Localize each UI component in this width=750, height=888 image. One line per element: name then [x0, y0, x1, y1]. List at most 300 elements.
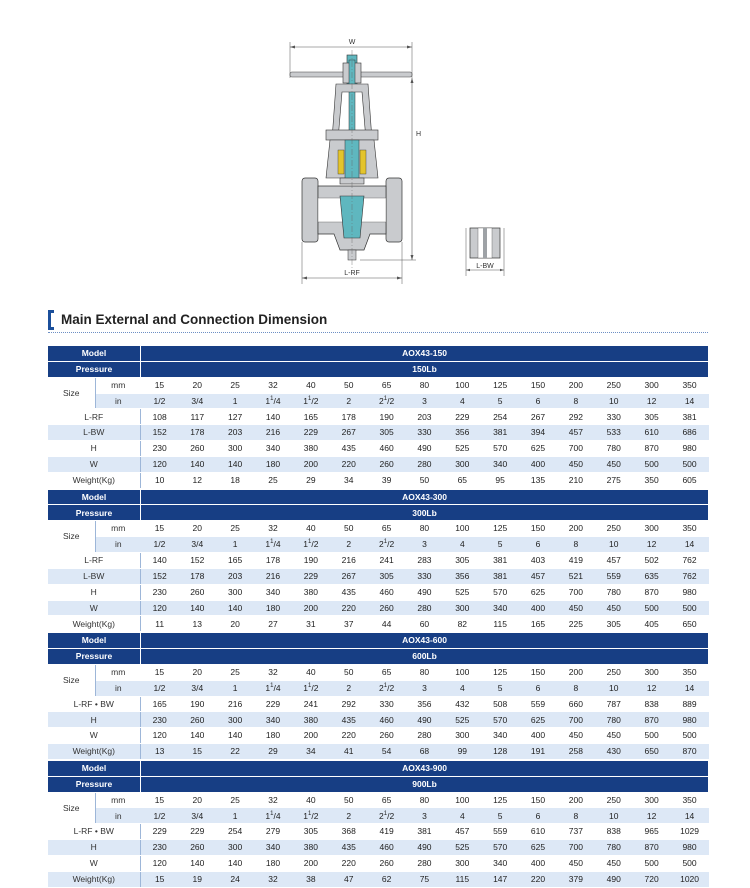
- size-mm-cell: 150: [519, 664, 557, 680]
- value-cell: 75: [406, 871, 444, 887]
- value-cell: 380: [292, 840, 330, 856]
- value-cell: 300: [216, 712, 254, 728]
- value-cell: 450: [595, 600, 633, 616]
- size-mm-cell: 15: [141, 792, 179, 808]
- model-label: Model: [48, 346, 141, 362]
- value-cell: 95: [481, 472, 519, 488]
- row-label: L-BW: [48, 568, 141, 584]
- value-cell: 230: [141, 840, 179, 856]
- value-cell: 12: [178, 472, 216, 488]
- size-in-cell: 14: [671, 808, 709, 824]
- value-cell: 117: [178, 409, 216, 425]
- size-in-cell: 1: [216, 680, 254, 696]
- value-cell: 450: [557, 728, 595, 744]
- row-label: W: [48, 456, 141, 472]
- value-cell: 435: [330, 441, 368, 457]
- size-in-cell: $1^1/4$: [254, 808, 292, 824]
- size-mm-cell: 200: [557, 792, 595, 808]
- value-cell: 260: [368, 456, 406, 472]
- pressure-value: 600Lb: [141, 649, 709, 665]
- value-cell: 191: [519, 744, 557, 760]
- size-mm-cell: 40: [292, 377, 330, 393]
- value-cell: 147: [481, 871, 519, 887]
- value-cell: 1029: [671, 824, 709, 840]
- pressure-value: 150Lb: [141, 361, 709, 377]
- size-mm-cell: 20: [178, 377, 216, 393]
- size-mm-cell: 125: [481, 377, 519, 393]
- value-cell: 435: [330, 712, 368, 728]
- value-cell: 980: [671, 441, 709, 457]
- value-cell: 460: [368, 441, 406, 457]
- value-cell: 300: [216, 840, 254, 856]
- value-cell: 220: [330, 600, 368, 616]
- size-in-row: [48, 808, 709, 824]
- size-in-cell: 5: [481, 393, 519, 409]
- size-mm-cell: 15: [141, 521, 179, 537]
- dimension-row: [48, 840, 709, 856]
- value-cell: 225: [557, 616, 595, 632]
- value-cell: 700: [557, 712, 595, 728]
- value-cell: 650: [633, 744, 671, 760]
- row-label: W: [48, 856, 141, 872]
- value-cell: 381: [671, 409, 709, 425]
- value-cell: 490: [406, 584, 444, 600]
- value-cell: 625: [519, 712, 557, 728]
- value-cell: 525: [443, 584, 481, 600]
- value-cell: 340: [254, 712, 292, 728]
- size-mm-cell: 250: [595, 377, 633, 393]
- value-cell: 216: [330, 552, 368, 568]
- value-cell: 220: [330, 456, 368, 472]
- value-cell: 20: [216, 616, 254, 632]
- value-cell: 660: [557, 696, 595, 712]
- value-cell: 216: [254, 425, 292, 441]
- value-cell: 120: [141, 728, 179, 744]
- size-in-cell: 8: [557, 537, 595, 553]
- value-cell: 140: [216, 456, 254, 472]
- value-cell: 180: [254, 600, 292, 616]
- size-mm-cell: 65: [368, 377, 406, 393]
- value-cell: 203: [406, 409, 444, 425]
- size-mm-cell: 350: [671, 521, 709, 537]
- pressure-row: [48, 361, 709, 377]
- size-in-cell: $1^1/2$: [292, 680, 330, 696]
- size-mm-cell: 32: [254, 377, 292, 393]
- value-cell: 625: [519, 441, 557, 457]
- value-cell: 178: [178, 425, 216, 441]
- model-label: Model: [48, 633, 141, 649]
- value-cell: 120: [141, 456, 179, 472]
- size-mm-cell: 150: [519, 521, 557, 537]
- value-cell: 381: [481, 552, 519, 568]
- value-cell: 490: [595, 871, 633, 887]
- unit-mm: mm: [96, 792, 141, 808]
- unit-mm: mm: [96, 521, 141, 537]
- dimension-table: [47, 489, 709, 633]
- value-cell: 490: [406, 712, 444, 728]
- section-title: Main External and Connection Dimension: [61, 312, 328, 327]
- size-in-cell: 1: [216, 808, 254, 824]
- value-cell: 305: [368, 425, 406, 441]
- row-label: W: [48, 600, 141, 616]
- size-mm-cell: 125: [481, 521, 519, 537]
- size-in-cell: 14: [671, 537, 709, 553]
- size-in-cell: 12: [633, 393, 671, 409]
- value-cell: 34: [330, 472, 368, 488]
- size-in-cell: $2^1/2$: [368, 808, 406, 824]
- size-in-cell: 10: [595, 680, 633, 696]
- value-cell: 780: [595, 584, 633, 600]
- size-mm-cell: 40: [292, 792, 330, 808]
- size-in-cell: $1^1/4$: [254, 537, 292, 553]
- value-cell: 460: [368, 712, 406, 728]
- size-mm-cell: 125: [481, 664, 519, 680]
- size-mm-cell: 80: [406, 792, 444, 808]
- model-label: Model: [48, 760, 141, 776]
- dimension-row: [48, 871, 709, 887]
- dimension-row: [48, 856, 709, 872]
- pressure-label: Pressure: [48, 776, 141, 792]
- value-cell: 787: [595, 696, 633, 712]
- value-cell: 700: [557, 584, 595, 600]
- value-cell: 379: [557, 871, 595, 887]
- value-cell: 254: [216, 824, 254, 840]
- value-cell: 380: [292, 584, 330, 600]
- value-cell: 260: [178, 584, 216, 600]
- size-mm-cell: 25: [216, 377, 254, 393]
- value-cell: 180: [254, 856, 292, 872]
- size-in-cell: $1^1/4$: [254, 393, 292, 409]
- size-in-cell: 5: [481, 537, 519, 553]
- value-cell: 521: [557, 568, 595, 584]
- dimension-row: [48, 456, 709, 472]
- value-cell: 870: [633, 840, 671, 856]
- value-cell: 330: [595, 409, 633, 425]
- value-cell: 381: [406, 824, 444, 840]
- size-in-cell: $2^1/2$: [368, 537, 406, 553]
- row-label: L-RF • BW: [48, 696, 141, 712]
- value-cell: 280: [406, 600, 444, 616]
- size-in-cell: 5: [481, 680, 519, 696]
- value-cell: 870: [671, 744, 709, 760]
- value-cell: 203: [216, 568, 254, 584]
- unit-in: in: [96, 537, 141, 553]
- value-cell: 280: [406, 728, 444, 744]
- value-cell: 305: [595, 616, 633, 632]
- pressure-label: Pressure: [48, 361, 141, 377]
- value-cell: 229: [178, 824, 216, 840]
- value-cell: 450: [595, 728, 633, 744]
- value-cell: 216: [254, 568, 292, 584]
- value-cell: 460: [368, 840, 406, 856]
- value-cell: 140: [178, 600, 216, 616]
- value-cell: 275: [595, 472, 633, 488]
- size-in-cell: 2: [330, 680, 368, 696]
- value-cell: 460: [368, 584, 406, 600]
- value-cell: 260: [368, 728, 406, 744]
- value-cell: 838: [633, 696, 671, 712]
- row-label: Weight(Kg): [48, 744, 141, 760]
- value-cell: 190: [292, 552, 330, 568]
- value-cell: 340: [481, 600, 519, 616]
- size-label: Size: [48, 521, 96, 553]
- value-cell: 500: [633, 856, 671, 872]
- value-cell: 435: [330, 584, 368, 600]
- size-mm-cell: 350: [671, 792, 709, 808]
- value-cell: 686: [671, 425, 709, 441]
- value-cell: 60: [406, 616, 444, 632]
- size-mm-cell: 300: [633, 377, 671, 393]
- value-cell: 152: [178, 552, 216, 568]
- value-cell: 29: [292, 472, 330, 488]
- size-in-cell: $2^1/2$: [368, 393, 406, 409]
- size-mm-cell: 250: [595, 664, 633, 680]
- value-cell: 533: [595, 425, 633, 441]
- value-cell: 340: [481, 456, 519, 472]
- size-in-row: [48, 537, 709, 553]
- value-cell: 356: [443, 568, 481, 584]
- value-cell: 559: [519, 696, 557, 712]
- value-cell: 50: [406, 472, 444, 488]
- value-cell: 165: [292, 409, 330, 425]
- value-cell: 180: [254, 456, 292, 472]
- size-in-cell: 1: [216, 537, 254, 553]
- value-cell: 99: [443, 744, 481, 760]
- value-cell: 525: [443, 712, 481, 728]
- pressure-row: [48, 505, 709, 521]
- dimension-row: [48, 712, 709, 728]
- value-cell: 62: [368, 871, 406, 887]
- value-cell: 68: [406, 744, 444, 760]
- value-cell: 980: [671, 712, 709, 728]
- value-cell: 220: [330, 856, 368, 872]
- size-mm-cell: 125: [481, 792, 519, 808]
- value-cell: 381: [481, 568, 519, 584]
- dimension-table: [47, 632, 709, 760]
- dimension-row: [48, 728, 709, 744]
- value-cell: 37: [330, 616, 368, 632]
- size-mm-cell: 200: [557, 377, 595, 393]
- unit-in: in: [96, 808, 141, 824]
- size-mm-cell: 80: [406, 377, 444, 393]
- value-cell: 500: [671, 728, 709, 744]
- size-in-cell: 12: [633, 808, 671, 824]
- size-in-cell: 3: [406, 808, 444, 824]
- value-cell: 200: [292, 728, 330, 744]
- value-cell: 190: [368, 409, 406, 425]
- size-mm-cell: 50: [330, 521, 368, 537]
- value-cell: 210: [557, 472, 595, 488]
- valve-drawing: [0, 0, 750, 300]
- value-cell: 25: [254, 472, 292, 488]
- value-cell: 305: [633, 409, 671, 425]
- pressure-row: [48, 649, 709, 665]
- size-mm-cell: 32: [254, 792, 292, 808]
- value-cell: 340: [254, 840, 292, 856]
- size-label: Size: [48, 377, 96, 409]
- value-cell: 230: [141, 584, 179, 600]
- size-label: Size: [48, 664, 96, 696]
- value-cell: 525: [443, 441, 481, 457]
- value-cell: 165: [141, 696, 179, 712]
- size-mm-cell: 20: [178, 664, 216, 680]
- dim-lrf-label: L-RF: [344, 270, 360, 277]
- pressure-row: [48, 776, 709, 792]
- size-mm-cell: 250: [595, 792, 633, 808]
- value-cell: 31: [292, 616, 330, 632]
- value-cell: 610: [633, 425, 671, 441]
- row-label: L-BW: [48, 425, 141, 441]
- value-cell: 140: [178, 728, 216, 744]
- dim-lbw-label: L-BW: [476, 263, 494, 270]
- value-cell: 350: [633, 472, 671, 488]
- size-mm-cell: 25: [216, 792, 254, 808]
- value-cell: 570: [481, 441, 519, 457]
- size-in-row: [48, 680, 709, 696]
- size-mm-cell: 100: [443, 377, 481, 393]
- value-cell: 403: [519, 552, 557, 568]
- size-in-cell: 5: [481, 808, 519, 824]
- value-cell: 34: [292, 744, 330, 760]
- size-in-cell: 10: [595, 393, 633, 409]
- value-cell: 780: [595, 441, 633, 457]
- value-cell: 267: [519, 409, 557, 425]
- size-mm-cell: 65: [368, 664, 406, 680]
- value-cell: 300: [443, 856, 481, 872]
- heading-bracket: [48, 310, 54, 330]
- size-in-cell: 1/2: [141, 808, 179, 824]
- model-row: [48, 346, 709, 362]
- value-cell: 260: [368, 856, 406, 872]
- size-in-cell: 10: [595, 808, 633, 824]
- value-cell: 165: [519, 616, 557, 632]
- value-cell: 870: [633, 712, 671, 728]
- value-cell: 18: [216, 472, 254, 488]
- value-cell: 340: [481, 856, 519, 872]
- dimension-row: [48, 696, 709, 712]
- size-in-cell: 4: [443, 808, 481, 824]
- size-in-cell: $2^1/2$: [368, 680, 406, 696]
- value-cell: 292: [557, 409, 595, 425]
- value-cell: 870: [633, 441, 671, 457]
- heading-rule: [48, 332, 708, 333]
- value-cell: 330: [406, 568, 444, 584]
- value-cell: 260: [178, 441, 216, 457]
- value-cell: 39: [368, 472, 406, 488]
- value-cell: 305: [292, 824, 330, 840]
- value-cell: 502: [633, 552, 671, 568]
- value-cell: 457: [443, 824, 481, 840]
- value-cell: 229: [292, 568, 330, 584]
- value-cell: 450: [595, 856, 633, 872]
- size-mm-row: [48, 792, 709, 808]
- value-cell: 625: [519, 840, 557, 856]
- size-in-cell: 14: [671, 680, 709, 696]
- row-label: W: [48, 728, 141, 744]
- value-cell: 152: [141, 568, 179, 584]
- row-label: L-RF: [48, 552, 141, 568]
- size-mm-cell: 40: [292, 521, 330, 537]
- model-value: AOX43-300: [141, 489, 709, 505]
- value-cell: 229: [443, 409, 481, 425]
- value-cell: 267: [330, 425, 368, 441]
- value-cell: 140: [216, 856, 254, 872]
- value-cell: 570: [481, 584, 519, 600]
- dimension-row: [48, 824, 709, 840]
- model-row: [48, 489, 709, 505]
- size-in-cell: 3: [406, 393, 444, 409]
- value-cell: 200: [292, 856, 330, 872]
- size-label: Size: [48, 792, 96, 824]
- size-in-cell: 1/2: [141, 393, 179, 409]
- size-mm-cell: 150: [519, 377, 557, 393]
- value-cell: 300: [216, 584, 254, 600]
- value-cell: 435: [330, 840, 368, 856]
- row-label: L-RF: [48, 409, 141, 425]
- value-cell: 32: [254, 871, 292, 887]
- size-in-cell: 3/4: [178, 680, 216, 696]
- dim-w-label: W: [348, 39, 356, 46]
- value-cell: 405: [633, 616, 671, 632]
- value-cell: 490: [406, 840, 444, 856]
- value-cell: 135: [519, 472, 557, 488]
- size-mm-cell: 25: [216, 664, 254, 680]
- size-mm-cell: 65: [368, 521, 406, 537]
- value-cell: 260: [178, 840, 216, 856]
- value-cell: 220: [519, 871, 557, 887]
- dimension-row: [48, 744, 709, 760]
- size-in-cell: 6: [519, 808, 557, 824]
- size-in-cell: 4: [443, 537, 481, 553]
- value-cell: 120: [141, 600, 179, 616]
- value-cell: 889: [671, 696, 709, 712]
- value-cell: 260: [178, 712, 216, 728]
- model-label: Model: [48, 489, 141, 505]
- value-cell: 720: [633, 871, 671, 887]
- size-mm-cell: 40: [292, 664, 330, 680]
- value-cell: 419: [557, 552, 595, 568]
- size-mm-cell: 50: [330, 664, 368, 680]
- dimension-row: [48, 441, 709, 457]
- value-cell: 260: [368, 600, 406, 616]
- value-cell: 47: [330, 871, 368, 887]
- size-mm-cell: 25: [216, 521, 254, 537]
- value-cell: 41: [330, 744, 368, 760]
- row-label: L-RF • BW: [48, 824, 141, 840]
- value-cell: 500: [671, 600, 709, 616]
- value-cell: 400: [519, 456, 557, 472]
- value-cell: 29: [254, 744, 292, 760]
- value-cell: 200: [292, 600, 330, 616]
- value-cell: 241: [292, 696, 330, 712]
- size-mm-cell: 80: [406, 521, 444, 537]
- value-cell: 625: [519, 584, 557, 600]
- value-cell: 762: [671, 552, 709, 568]
- value-cell: 450: [557, 600, 595, 616]
- size-mm-cell: 100: [443, 521, 481, 537]
- value-cell: 13: [178, 616, 216, 632]
- value-cell: 570: [481, 712, 519, 728]
- value-cell: 430: [595, 744, 633, 760]
- size-mm-cell: 32: [254, 664, 292, 680]
- value-cell: 457: [557, 425, 595, 441]
- value-cell: 980: [671, 840, 709, 856]
- value-cell: 13: [141, 744, 179, 760]
- model-value: AOX43-150: [141, 346, 709, 362]
- value-cell: 340: [254, 584, 292, 600]
- value-cell: 15: [178, 744, 216, 760]
- size-mm-cell: 200: [557, 521, 595, 537]
